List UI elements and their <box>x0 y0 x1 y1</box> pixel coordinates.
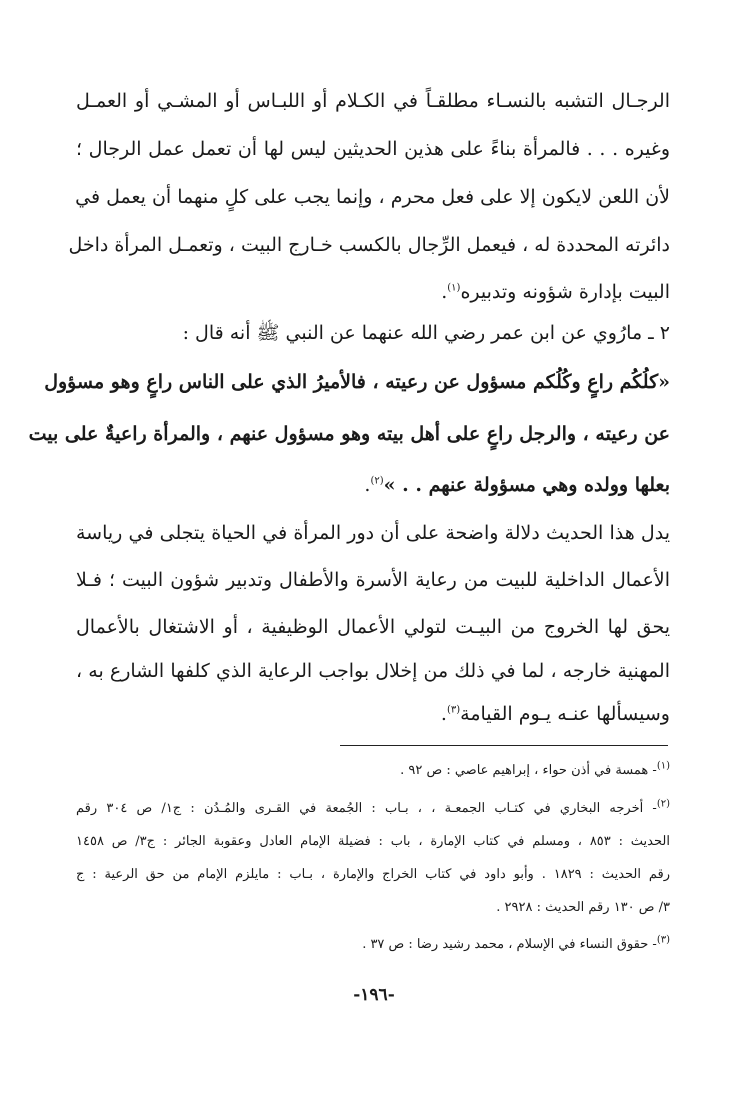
body-text: . <box>440 703 447 725</box>
body-text: . <box>441 281 448 303</box>
footnote-text: - أخرجه البخاري في كتـاب الجمعـة ، ، بـاب : الجُمعة في القـرى والمُـدُن : ج١/ ص ٣٠٤ رقم <box>76 801 657 816</box>
body-line: يحق لها الخروج من البيـت لتولي الأعمال الوظيفية ، أو الاشتغال بالأعمال <box>76 616 670 638</box>
footnote-marker: (١) <box>656 760 670 772</box>
hadith-text: بعلها وولده وهي مسؤولة عنهم . . » <box>383 474 670 496</box>
body-line: لأن اللعن لايكون إلا على فعل محرم ، وإنما يجب على كلٍ منهما أن يعمل في <box>75 186 670 208</box>
hadith-line-last <box>76 470 670 500</box>
footnote-1 <box>76 760 670 782</box>
body-line-last <box>76 277 670 307</box>
footnote-text: - همسة في أذن حواء ، إبراهيم عاصي : ص ٩٢ . <box>400 763 657 778</box>
body-line-last <box>76 699 670 729</box>
body-text: وسيسألها عنـه يـوم القيامة <box>460 703 670 725</box>
footnote-separator <box>340 745 668 746</box>
body-line: يدل هذا الحديث دلالة واضحة على أن دور المرأة في الحياة يتجلى في رياسة <box>76 522 670 544</box>
page-number: -١٩٦- <box>353 985 395 1005</box>
body-line: المهنية خارجه ، لما في ذلك من إخلال بواجب الرعاية الذي كلفها الشارع به ، <box>76 660 670 682</box>
footnote-2-line <box>76 798 670 820</box>
body-line: الرجـال التشبه بالنسـاء مطلقـاً في الكـلام أو اللبـاس أو المشـي أو العمـل <box>76 90 670 112</box>
footnote-ref: (٢) <box>370 475 384 487</box>
footnote-ref: (١) <box>447 282 461 294</box>
footnote-2-line: ٣/ ص ١٣٠ رقم الحديث : ٢٩٢٨ . <box>496 900 670 915</box>
footnote-2-line: الحديث : ٨٥٣ ، ومسلم في كتاب الإمارة ، باب : فضيلة الإمام العادل وعقوبة الجائر : ج٣/ ص ١٤٥٨ <box>76 834 670 849</box>
footnote-2-line: رقم الحديث : ١٨٢٩ . وأبو داود في كتاب الخراج والإمارة ، بـاب : مايلزم الإمام من حق الرعية : ج <box>76 867 670 882</box>
item-intro: ٢ ـ مارُوي عن ابن عمر رضي الله عنهما عن النبي ﷺ أنه قال : <box>182 322 670 344</box>
body-line: دائرته المحددة له ، فيعمل الرِّجال بالكسب خـارج البيت ، وتعمـل المرأة داخل <box>68 234 670 256</box>
body-text: . <box>364 474 371 496</box>
footnote-marker: (٣) <box>656 934 670 946</box>
footnote-marker: (٢) <box>656 798 670 810</box>
footnote-3 <box>76 934 670 956</box>
body-line: الأعمال الداخلية للبيت من رعاية الأسرة والأطفال وتدبير شؤون البيت ؛ فـلا <box>76 569 670 591</box>
body-text: البيت بإدارة شؤونه وتدبيره <box>460 281 670 303</box>
footnote-ref: (٣) <box>446 704 461 716</box>
hadith-line: عن رعيته ، والرجل راعٍ على أهل بيته وهو مسؤول عنهم ، والمرأة راعيةٌ على بيت <box>28 423 670 445</box>
footnote-text: - حقوق النساء في الإسلام ، محمد رشيد رضا : ص ٣٧ . <box>362 937 657 952</box>
hadith-line: «كلُكُم راعٍ وكُلُكم مسؤول عن رعيته ، فالأميرُ الذي على الناس راعٍ وهو مسؤول <box>44 371 670 393</box>
body-line: وغيره . . . فالمرأة بناءً على هذين الحديثين ليس لها أن تعمل عمل الرجال ؛ <box>76 138 670 160</box>
